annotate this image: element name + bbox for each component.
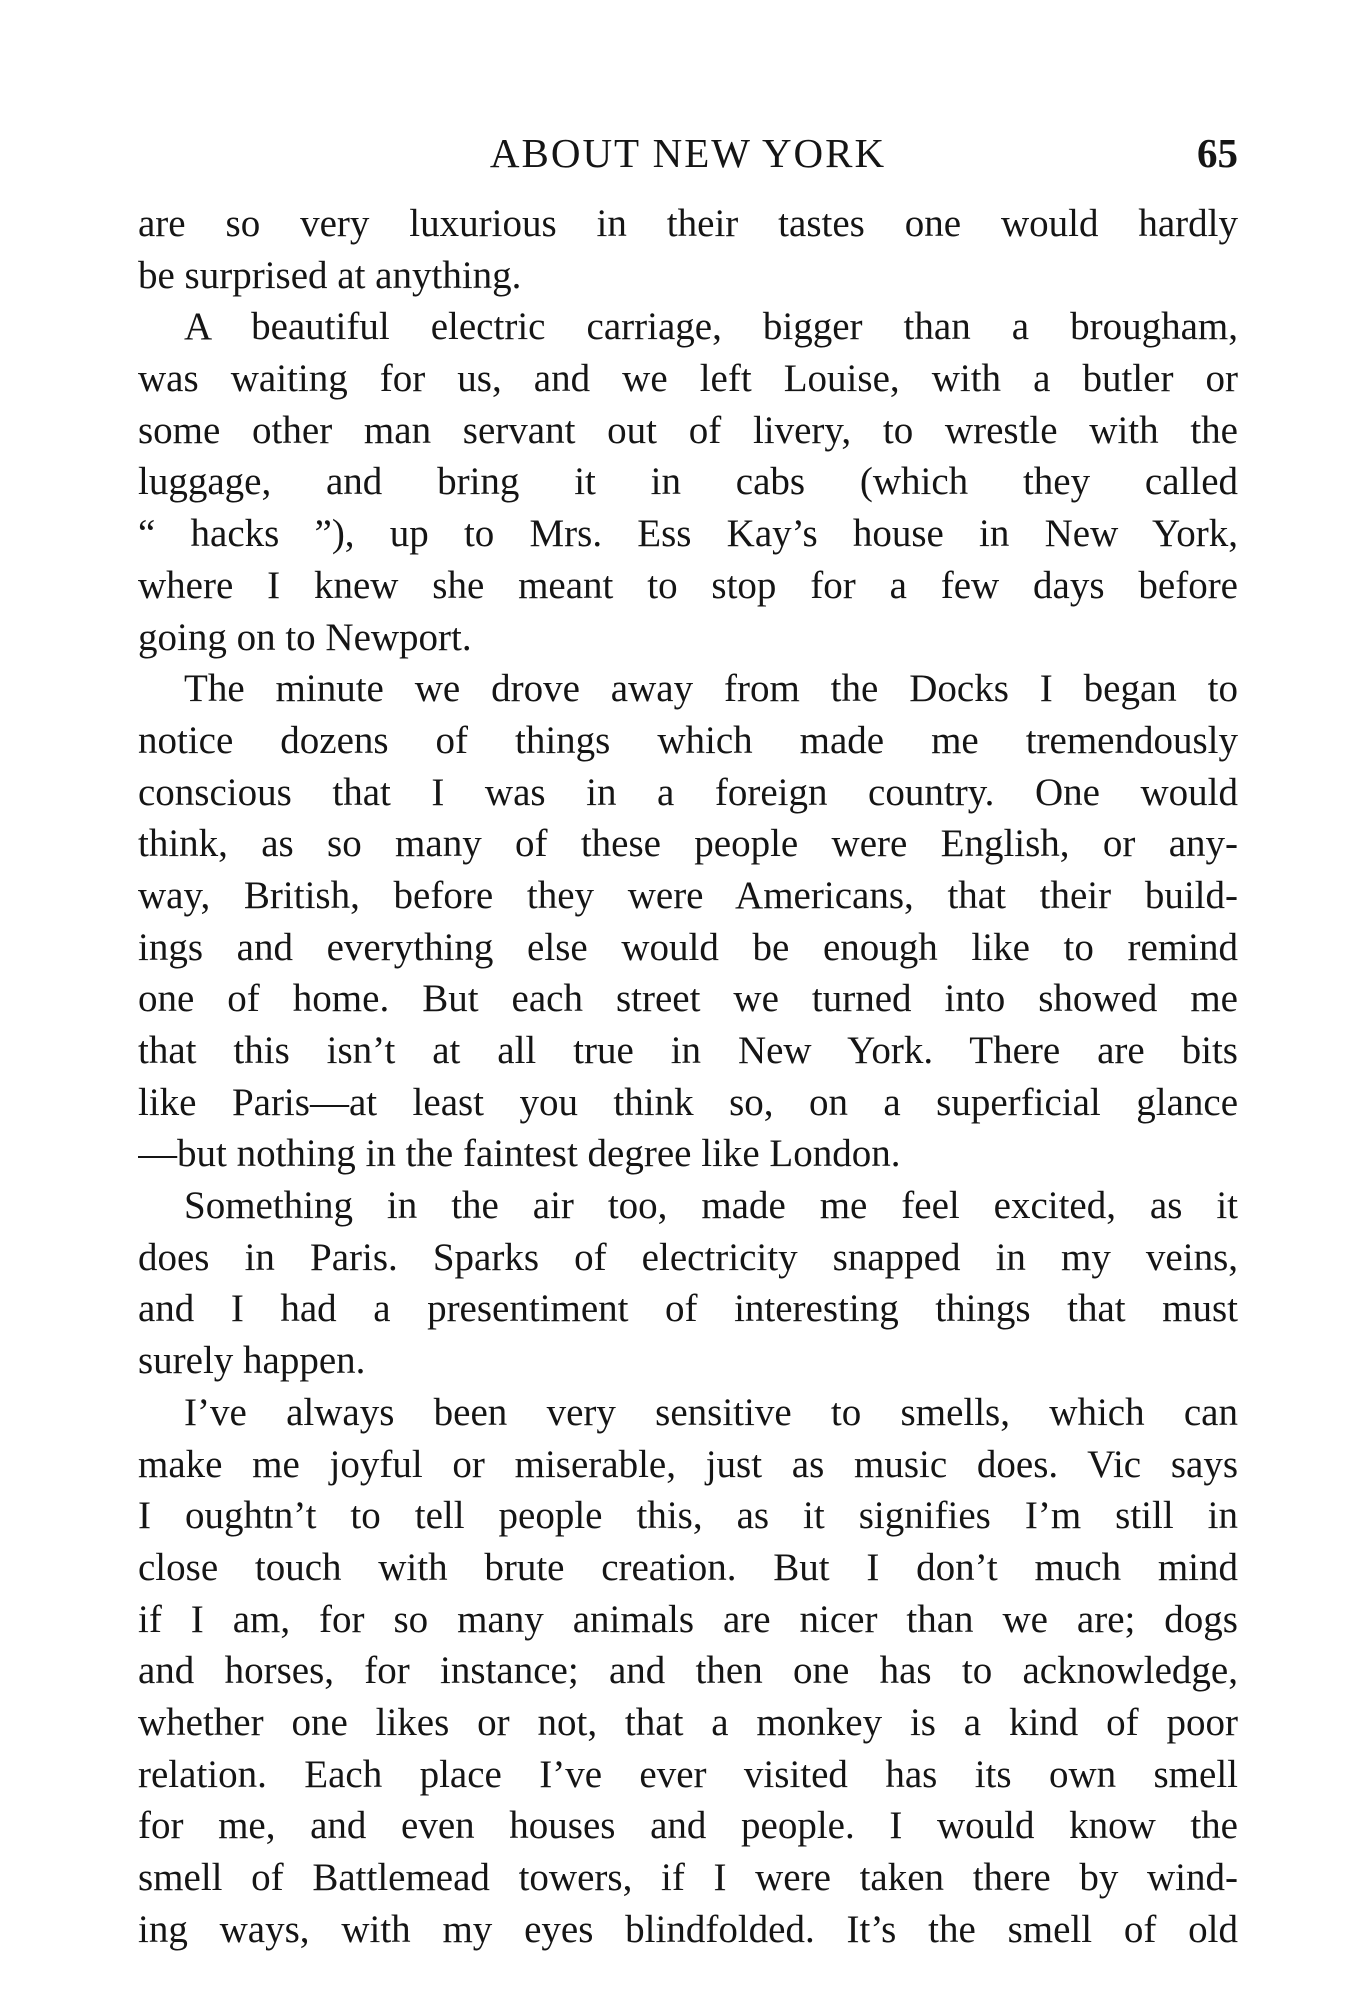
text-line: smell of Battlemead towers, if I were taken there by wind-: [138, 1856, 1238, 1899]
text-line: like Paris—at least you think so, on a superficial glance: [138, 1080, 1238, 1124]
text-line: and I had a presentiment of interesting things that must: [138, 1287, 1238, 1331]
text-line: if I am, for so many animals are nicer than we are; dogs: [138, 1597, 1238, 1641]
text-line: does in Paris. Sparks of electricity snapped in my veins,: [138, 1235, 1238, 1279]
text-line: and horses, for instance; and then one has to acknowledge,: [138, 1649, 1238, 1693]
text-line: luggage, and bring it in cabs (which they called: [138, 460, 1238, 504]
text-line: Something in the air too, made me feel excited, as it: [184, 1184, 1238, 1228]
text-line: for me, and even houses and people. I would know the: [138, 1804, 1238, 1848]
text-line: The minute we drove away from the Docks I began to: [184, 667, 1238, 711]
page-number: 65: [1197, 130, 1238, 176]
text-line: notice dozens of things which made me tremendously: [138, 718, 1238, 762]
text-line: relation. Each place I’ve ever visited has its own smell: [138, 1752, 1238, 1796]
text-line: make me joyful or miserable, just as music does. Vic says: [138, 1442, 1238, 1486]
running-head: ABOUT NEW YORK: [489, 130, 887, 176]
text-line: some other man servant out of livery, to wrestle with the: [138, 408, 1238, 452]
text-line: one of home. But each street we turned into showed me: [138, 977, 1238, 1021]
body-text: [138, 198, 1238, 1955]
text-line: be surprised at anything.: [138, 253, 522, 297]
text-line: close touch with brute creation. But I don’t much mind: [138, 1545, 1238, 1589]
text-line: ings and everything else would be enough like to remind: [138, 925, 1238, 969]
text-line: are so very luxurious in their tastes one would hardly: [138, 202, 1238, 245]
text-line: going on to Newport.: [138, 615, 472, 659]
text-line: I’ve always been very sensitive to smells, which can: [184, 1390, 1238, 1434]
text-line: “ hacks ”), up to Mrs. Ess Kay’s house in New York,: [138, 512, 1238, 556]
text-line: surely happen.: [138, 1339, 366, 1383]
text-line: think, as so many of these people were English, or any-: [138, 822, 1238, 866]
text-line: that this isn’t at all true in New York. There are bits: [138, 1029, 1238, 1072]
page-header: [138, 128, 1238, 178]
text-line: was waiting for us, and we left Louise, with a butler or: [138, 357, 1238, 401]
text-line: way, British, before they were Americans, that their build-: [138, 873, 1238, 917]
text-line: where I knew she meant to stop for a few days before: [138, 563, 1238, 607]
text-line: —but nothing in the faintest degree like London.: [138, 1132, 901, 1176]
text-line: I oughtn’t to tell people this, as it signifies I’m still in: [138, 1494, 1238, 1538]
text-line: conscious that I was in a foreign country. One would: [138, 770, 1238, 814]
text-line: A beautiful electric carriage, bigger than a brougham,: [184, 305, 1238, 349]
text-line: whether one likes or not, that a monkey is a kind of poor: [138, 1700, 1238, 1744]
text-line: ing ways, with my eyes blindfolded. It’s the smell of old: [138, 1907, 1238, 1951]
